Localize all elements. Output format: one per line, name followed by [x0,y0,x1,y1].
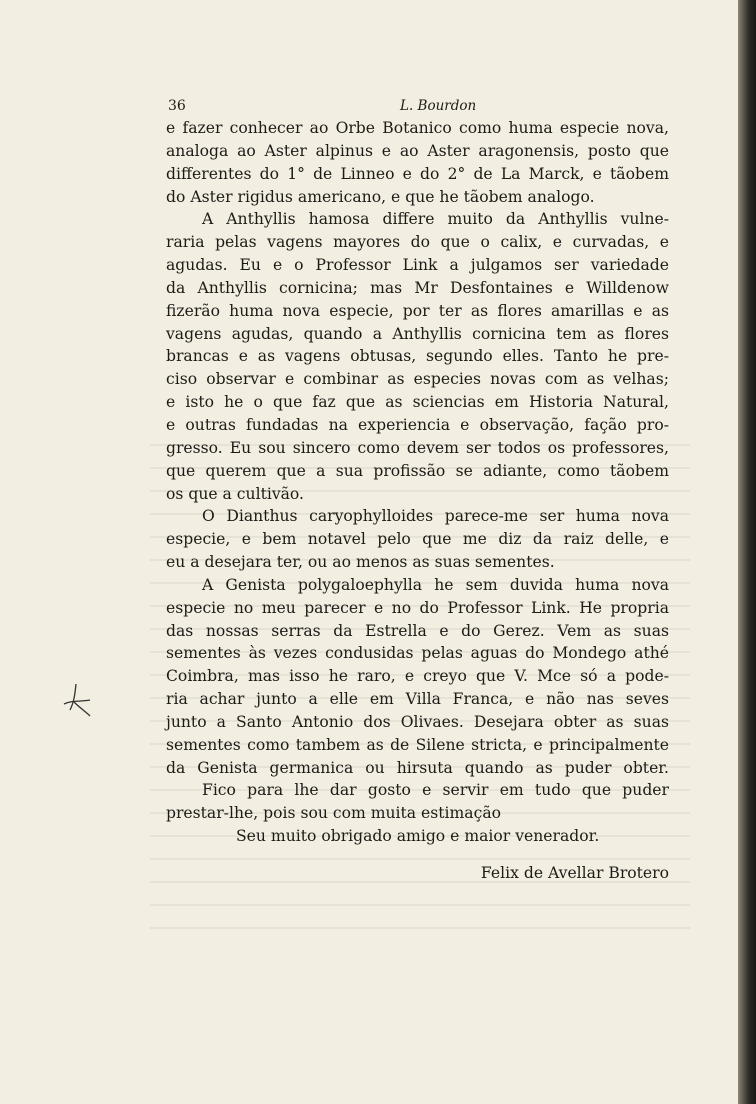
text-line: especie, e bem notavel pelo que me diz da raiz delle, e [166,530,669,549]
text-line: da Anthyllis cornicina; mas Mr Desfontaines e Willdenow [166,278,669,297]
text-line: ria achar junto a elle em Villa Franca, e não nas seves [166,690,669,709]
text-line: ciso observar e combinar as especies novas com as velhas; [166,370,669,389]
text-line: vagens agudas, quando a Anthyllis cornicina tem as flores [166,324,669,343]
text-line: raria pelas vagens mayores do que o calix, e curvadas, e [166,233,669,252]
running-title: L. Bourdon [400,98,477,114]
text-line: e isto he o que faz que as sciencias em Historia Natural, [166,393,669,412]
text-line: das nossas serras da Estrella e do Gerez. Vem as suas [166,621,669,640]
paragraph-3 [166,505,669,574]
text-line: e fazer conhecer ao Orbe Botanico como huma especie nova, [166,119,669,137]
text-line: sementes como tambem as de Silene stricta, e principalmente [166,735,669,754]
closing-line: Seu muito obrigado amigo e maior venerador. [236,827,600,846]
text-line: agudas. Eu e o Professor Link a julgamos ser variedade [166,256,669,275]
running-head [168,98,668,118]
text-line: A Genista polygaloephylla he sem duvida huma nova [202,575,669,594]
paragraph-2 [166,208,669,505]
text-line: A Anthyllis hamosa differe muito da Anthyllis vulne- [202,210,669,229]
text-line: junto a Santo Antonio dos Olivaes. Desejara obter as suas [166,712,669,731]
text-line: que querem que a sua profissão se adiante, como tãobem [166,461,669,480]
text-line: analoga ao Aster alpinus e ao Aster aragonensis, posto que [166,141,669,160]
book-binding-edge [738,0,756,1104]
handwritten-mark-icon [60,680,94,720]
text-line: os que a cultivão. [166,484,305,503]
text-line: da Genista germanica ou hirsuta quando as puder obter. [166,758,669,777]
text-line: brancas e as vagens obtusas, segundo elles. Tanto he pre- [166,347,669,366]
text-line: Fico para lhe dar gosto e servir em tudo que puder [202,781,669,800]
paragraph-1 [166,117,669,208]
text-line: sementes às vezes condusidas pelas aguas do Mondego athé [166,644,669,663]
paragraph-4 [166,574,669,780]
text-line: eu a desejara ter, ou ao menos as suas sementes. [166,553,555,572]
text-line: O Dianthus caryophylloides parece-me ser huma nova [202,507,669,526]
text-line: especie no meu parecer e no do Professor Link. He propria [166,598,669,617]
text-line: do Aster rigidus americano, e que he tãobem analogo. [166,187,595,206]
text-line: fizerão huma nova especie, por ter as flores amarillas e as [166,301,669,320]
text-line: gresso. Eu sou sincero como devem ser todos os professores, [166,438,669,457]
text-line: prestar-lhe, pois sou com muita estimação [166,804,502,823]
paragraph-5 [166,779,669,825]
text-line: Coimbra, mas isso he raro, e creyo que V. Mce só a pode- [166,667,669,686]
letter-text [166,117,669,885]
text-line: differentes do 1° de Linneo e do 2° de La Marck, e tãobem [166,164,669,183]
signature: Felix de Avellar Brotero [480,864,669,882]
page-number: 36 [168,98,186,114]
text-line: e outras fundadas na experiencia e observação, fação pro- [166,415,669,434]
